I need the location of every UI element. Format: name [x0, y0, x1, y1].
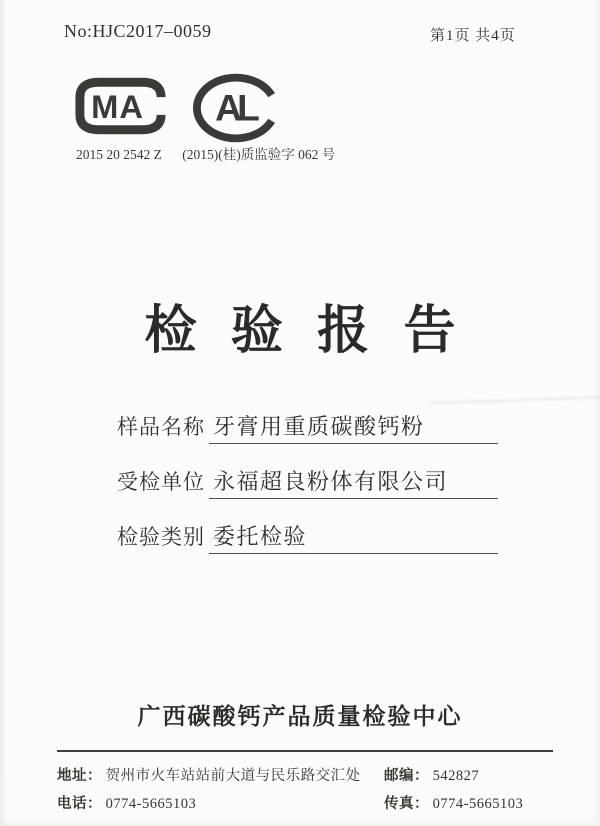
address-label: 地址： — [57, 768, 102, 784]
cma-certification-icon — [71, 74, 170, 138]
scan-crease — [430, 391, 600, 409]
page-indicator: 第1页 共4页 — [430, 28, 516, 44]
fax-value: 0774-5665103 — [432, 796, 524, 812]
field-sample-name — [117, 408, 498, 444]
field-label: 受检单位 — [117, 470, 205, 494]
phone-label: 电话： — [57, 796, 102, 812]
field-inspected-unit — [117, 463, 498, 499]
field-value: 委托检验 — [213, 524, 308, 549]
certification-numbers — [76, 143, 536, 163]
postcode-label: 邮编： — [384, 768, 429, 784]
footer-address — [57, 764, 384, 785]
footer-row — [57, 792, 553, 813]
report-fields — [117, 408, 498, 573]
cma-registration-number: 2015 20 2542 Z — [76, 147, 162, 162]
phone-value: 0774-5665103 — [105, 796, 197, 812]
postcode-value: 542827 — [432, 768, 480, 784]
cma-letters: MA — [91, 87, 144, 125]
field-label: 样品名称 — [117, 415, 205, 439]
organization-name: 广西碳酸钙产品质量检验中心 — [137, 704, 463, 729]
footer — [57, 764, 553, 820]
field-label: 检验类别 — [117, 525, 205, 549]
address-value: 贺州市火车站站前大道与民乐路交汇处 — [105, 768, 361, 784]
field-value: 牙膏用重质碳酸钙粉 — [213, 414, 425, 439]
fax-label: 传真： — [384, 796, 429, 812]
cal-registration-number: (2015)(桂)质监验字 062 号 — [182, 147, 336, 162]
cal-letters: AL — [215, 86, 255, 129]
footer-fax — [384, 792, 553, 813]
footer-postcode — [384, 764, 553, 785]
field-inspection-type — [117, 518, 498, 554]
footer-row — [57, 764, 553, 785]
footer-phone — [57, 792, 384, 813]
report-title: 检验报告 — [144, 303, 490, 360]
field-underline — [209, 465, 498, 499]
footer-divider — [57, 750, 553, 752]
field-underline — [209, 410, 498, 444]
cal-certification-icon — [189, 72, 283, 144]
document-number: No:HJC2017–0059 — [64, 21, 212, 41]
field-value: 永福超良粉体有限公司 — [213, 469, 449, 494]
field-underline — [209, 520, 498, 554]
